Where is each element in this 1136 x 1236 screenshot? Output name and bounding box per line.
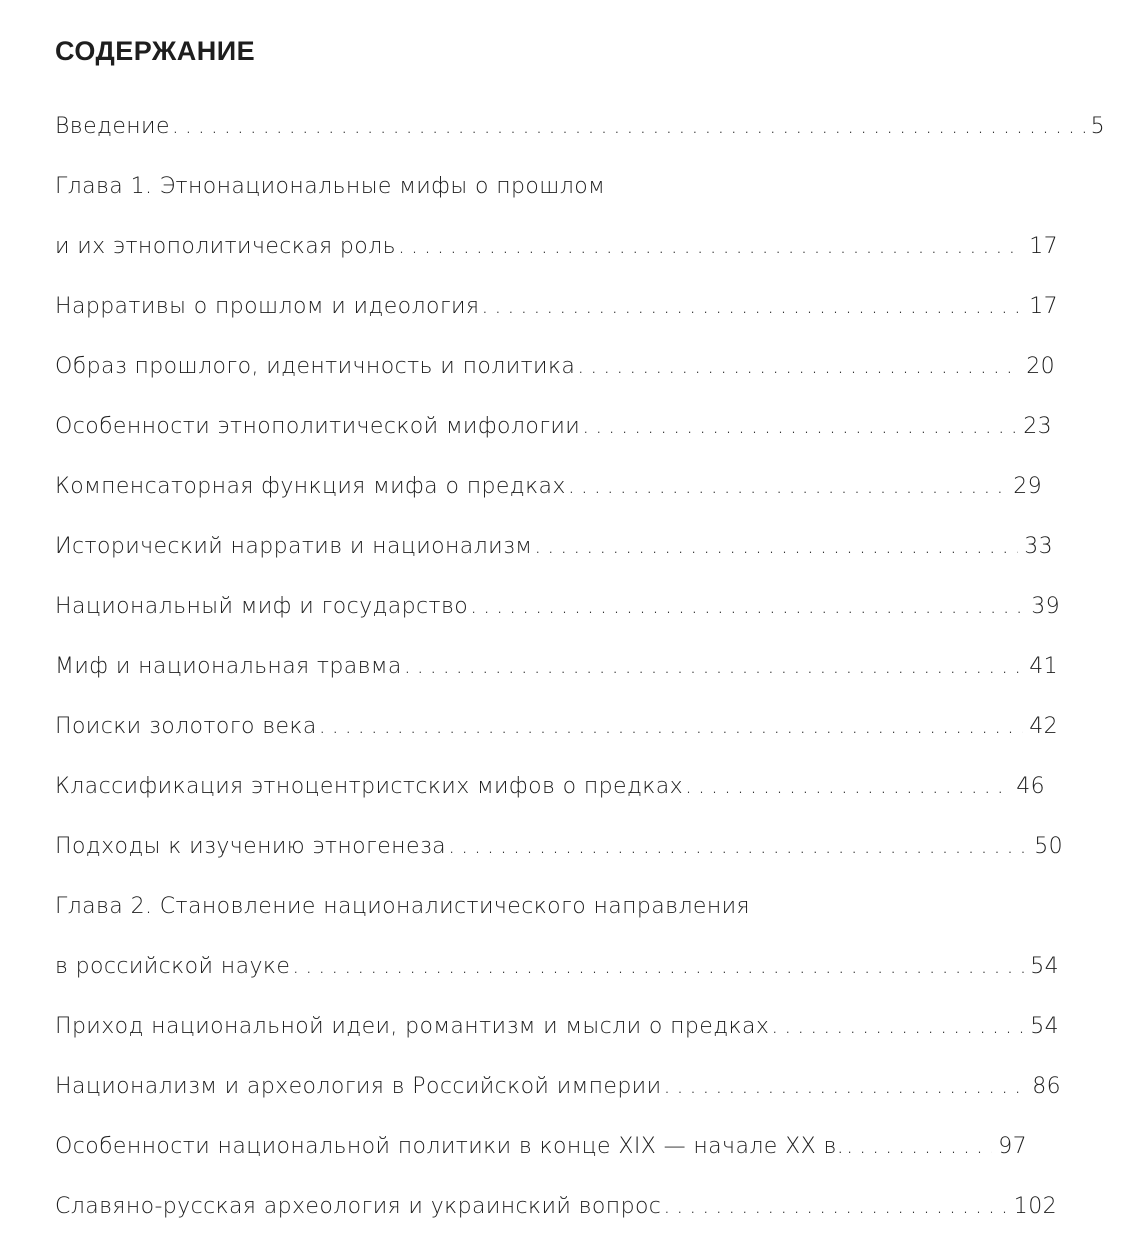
- toc-entry[interactable]: [55, 756, 1045, 816]
- toc-page-number: 5: [1090, 113, 1105, 139]
- dot-leader: [481, 294, 1023, 319]
- toc-page-number: 54: [1030, 1013, 1059, 1039]
- toc-entry[interactable]: [55, 276, 1058, 336]
- toc-entry-label: Образ прошлого, идентичность и политика: [55, 353, 576, 379]
- toc-page-number: 102: [1013, 1193, 1057, 1219]
- toc-page-number: 42: [1029, 713, 1058, 739]
- toc-entry-label: Особенности национальной политики в конце XIX — начале XX в.: [55, 1133, 845, 1159]
- toc-page-number: 86: [1032, 1073, 1061, 1099]
- toc-entry[interactable]: [55, 216, 1058, 276]
- toc-entry-label: и их этнополитическая роль: [55, 233, 396, 259]
- dot-leader: [470, 594, 1025, 619]
- toc-entry[interactable]: [55, 516, 1053, 576]
- toc-page-number: 17: [1029, 233, 1058, 259]
- toc-entry-label: Введение: [55, 113, 170, 139]
- dot-leader: [534, 534, 1018, 559]
- dot-leader: [448, 834, 1028, 859]
- dot-leader: [172, 114, 1085, 139]
- toc-entry-label: Миф и национальная травма: [55, 653, 402, 679]
- toc-chapter-heading[interactable]: [55, 876, 1055, 936]
- toc-entry-label: Глава 1. Этнонациональные мифы о прошлом: [55, 173, 606, 199]
- dot-leader: [319, 714, 1023, 739]
- dot-leader: [685, 774, 1010, 799]
- toc-entry-label: Нарративы о прошлом и идеология: [55, 293, 480, 319]
- dot-leader: [663, 1074, 1026, 1099]
- toc-entry[interactable]: [55, 576, 1060, 636]
- dot-leader: [292, 954, 1024, 979]
- dot-leader: [398, 234, 1023, 259]
- toc-entry-label: Подходы к изучению этногенеза: [55, 833, 447, 859]
- toc-entry-label: Поиски золотого века: [55, 713, 317, 739]
- toc-entry[interactable]: [55, 636, 1058, 696]
- toc-page-number: 33: [1024, 533, 1053, 559]
- toc-page-number: 50: [1034, 833, 1063, 859]
- toc-entry-label: в российской науке: [55, 953, 291, 979]
- page-title: СОДЕРЖАНИЕ: [55, 36, 256, 66]
- toc-page-number: 46: [1016, 773, 1045, 799]
- dot-leader: [663, 1194, 1007, 1219]
- toc-entry-label: Глава 2. Становление националистического направления: [55, 893, 750, 919]
- toc-entry[interactable]: [55, 1176, 1057, 1236]
- toc-entry[interactable]: [55, 1116, 1027, 1176]
- toc-entry-label: Славяно-русская археология и украинский вопрос: [55, 1193, 662, 1219]
- toc-page-number: 20: [1026, 353, 1055, 379]
- table-of-contents: [55, 96, 1105, 1236]
- toc-entry[interactable]: [55, 96, 1105, 156]
- toc-page-number: 97: [998, 1133, 1027, 1159]
- dot-leader: [568, 474, 1007, 499]
- toc-entry[interactable]: [55, 696, 1058, 756]
- toc-entry[interactable]: [55, 456, 1042, 516]
- dot-leader: [846, 1134, 992, 1159]
- toc-entry-label: Национализм и археология в Российской империи: [55, 1073, 662, 1099]
- toc-page-number: 29: [1013, 473, 1042, 499]
- toc-entry[interactable]: [55, 996, 1059, 1056]
- toc-entry[interactable]: [55, 1056, 1061, 1116]
- toc-entry-label: Исторический нарратив и национализм: [55, 533, 533, 559]
- toc-entry[interactable]: [55, 336, 1055, 396]
- toc-entry-label: Компенсаторная функция мифа о предках: [55, 473, 566, 499]
- toc-page-number: 39: [1031, 593, 1060, 619]
- dot-leader: [582, 414, 1017, 439]
- toc-page-number: 23: [1023, 413, 1052, 439]
- toc-entry-label: Национальный миф и государство: [55, 593, 469, 619]
- dot-leader: [404, 654, 1023, 679]
- toc-page-number: 54: [1030, 953, 1059, 979]
- toc-entry[interactable]: [55, 816, 1063, 876]
- toc-chapter-heading[interactable]: [55, 156, 1055, 216]
- toc-entry-label: Классификация этноцентристских мифов о предках: [55, 773, 684, 799]
- toc-entry-label: Особенности этнополитической мифологии: [55, 413, 581, 439]
- toc-page-number: 41: [1029, 653, 1058, 679]
- toc-entry-label: Приход национальной идеи, романтизм и мысли о предках: [55, 1013, 770, 1039]
- toc-entry[interactable]: [55, 396, 1052, 456]
- dot-leader: [771, 1014, 1024, 1039]
- dot-leader: [577, 354, 1020, 379]
- toc-entry[interactable]: [55, 936, 1059, 996]
- toc-page-number: 17: [1029, 293, 1058, 319]
